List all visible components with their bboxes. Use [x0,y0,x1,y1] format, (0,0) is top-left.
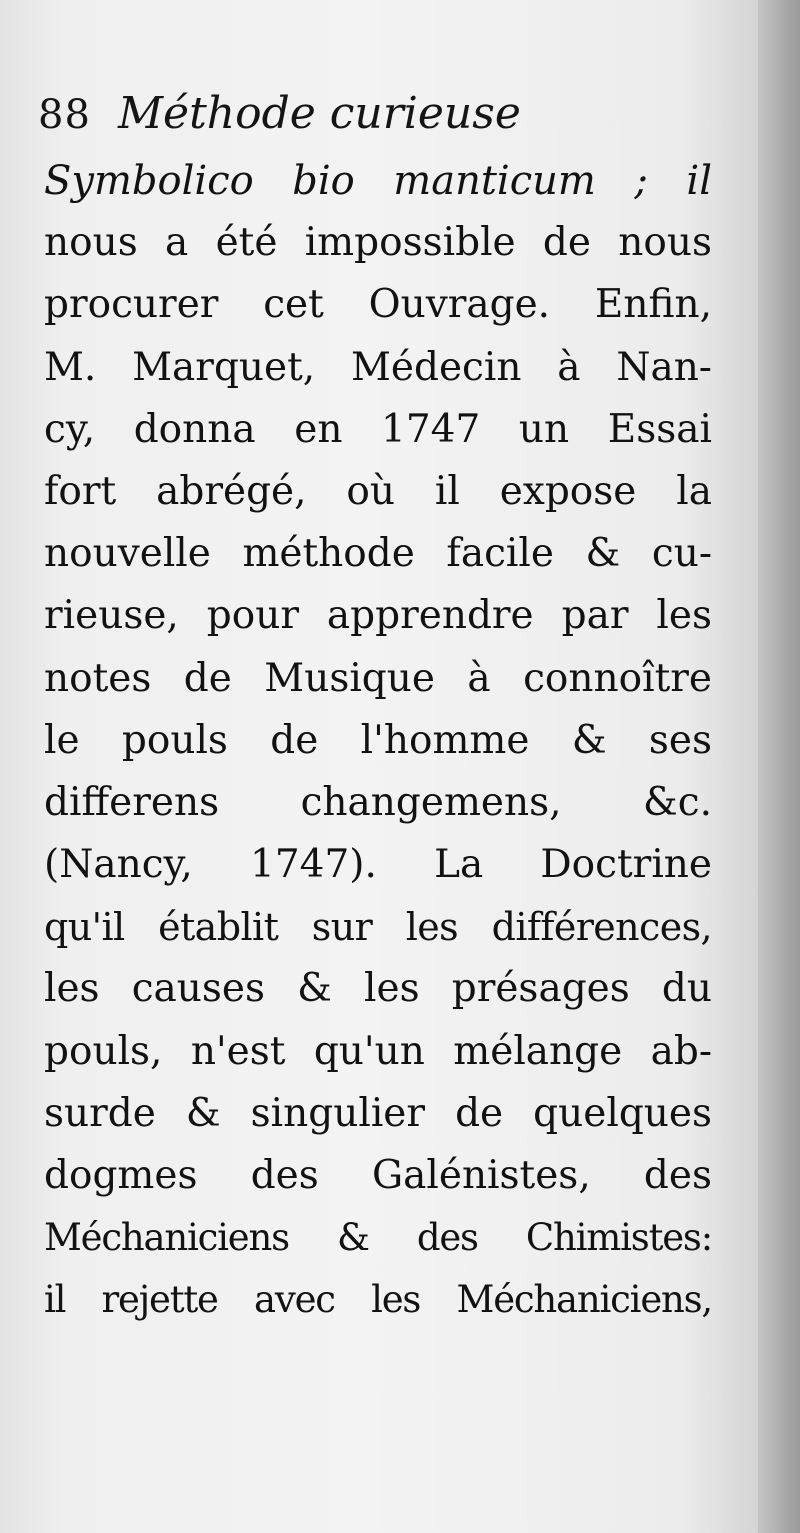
text-line: (Nancy, 1747). La Doctrine [44,842,712,888]
text-line: M. Marquet, Médecin à Nan- [44,344,712,390]
running-head: Méthode curieuse [118,88,521,139]
text-line: pouls, n'est qu'un mélange ab- [44,1028,712,1074]
page-number: 88 [38,92,91,138]
text-line: il rejette avec les Méchaniciens, [44,1278,712,1322]
text-line: dogmes des Galénistes, des [44,1153,712,1198]
text-line: Symbolico bio manticum ; il [44,158,712,204]
text-line: cy, donna en 1747 un Essai [44,406,712,452]
text-line: fort abrégé, où il expose la [44,468,712,514]
text-line: rieuse, pour apprendre par les [44,593,712,639]
page-header [38,88,521,150]
text-line: les causes & les présages du [44,966,712,1012]
text-line: notes de Musique à connoître [44,655,712,701]
text-line: procurer cet Ouvrage. Enfin, [44,282,712,328]
body-text [44,150,712,1332]
text-line: Méchaniciens & des Chimistes: [44,1216,712,1260]
text-line: qu'il établit sur les différences, [44,905,712,950]
text-line: le pouls de l'homme & ses [44,717,712,763]
text-line: surde & singulier de quelques [44,1090,712,1136]
text-line: nous a été impossible de nous [44,220,712,266]
text-line: differens changemens, &c. [44,779,712,825]
text-line: nouvelle méthode facile & cu- [44,531,712,577]
